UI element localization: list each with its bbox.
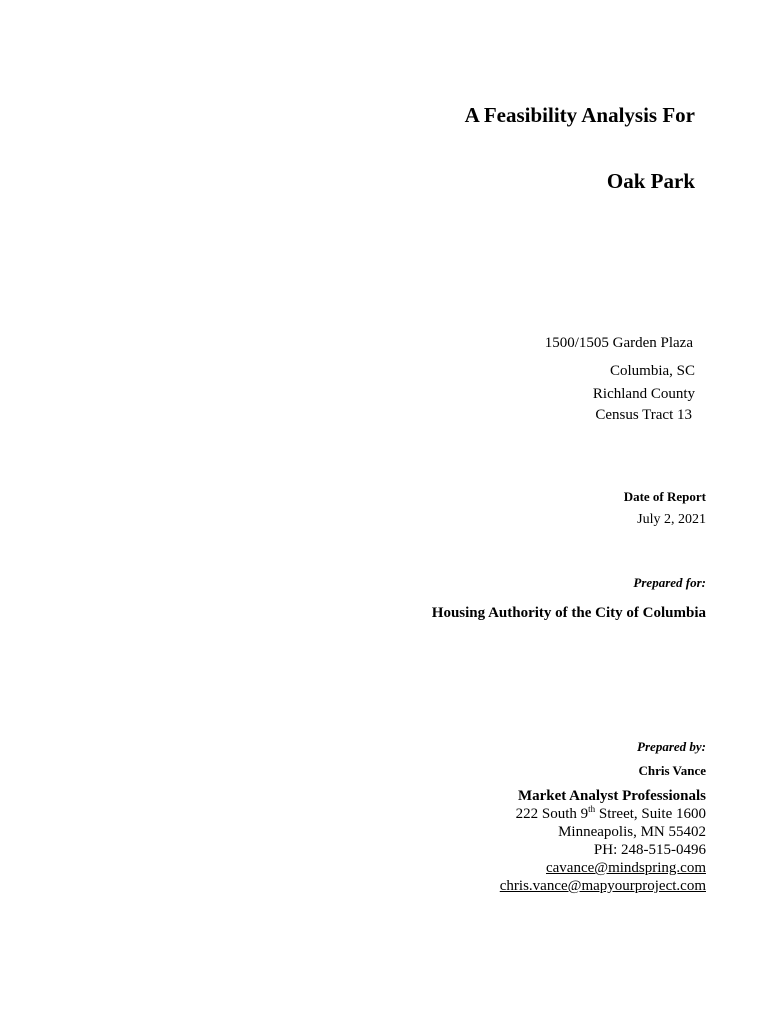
email-link-secondary[interactable]: chris.vance@mapyourproject.com [499,878,706,894]
site-census-tract: Census Tract 13 [595,407,692,423]
report-date-value: July 2, 2021 [637,512,706,527]
prepared-for-label: Prepared for: [633,575,706,590]
site-address: 1500/1505 Garden Plaza [544,335,693,351]
site-county: Richland County [592,386,695,402]
analyst-name: Chris Vance [638,763,706,778]
report-date-label: Date of Report [623,489,706,504]
street-suffix: Street, Suite 1600 [595,806,706,822]
report-title: A Feasibility Analysis For [464,103,695,127]
client-name: Housing Authority of the City of Columbia [431,605,706,621]
street-ordinal-suffix: th [588,804,596,814]
project-name: Oak Park [606,169,695,193]
email-link-primary[interactable]: cavance@mindspring.com [545,860,706,876]
street-prefix: 222 South 9 [515,806,589,822]
prepared-by-label: Prepared by: [637,739,706,754]
site-city-state: Columbia, SC [609,363,695,379]
company-name: Market Analyst Professionals [517,788,706,804]
company-phone: PH: 248-515-0496 [593,842,706,858]
company-street-address [515,804,706,822]
company-city-state-zip: Minneapolis, MN 55402 [558,824,706,840]
